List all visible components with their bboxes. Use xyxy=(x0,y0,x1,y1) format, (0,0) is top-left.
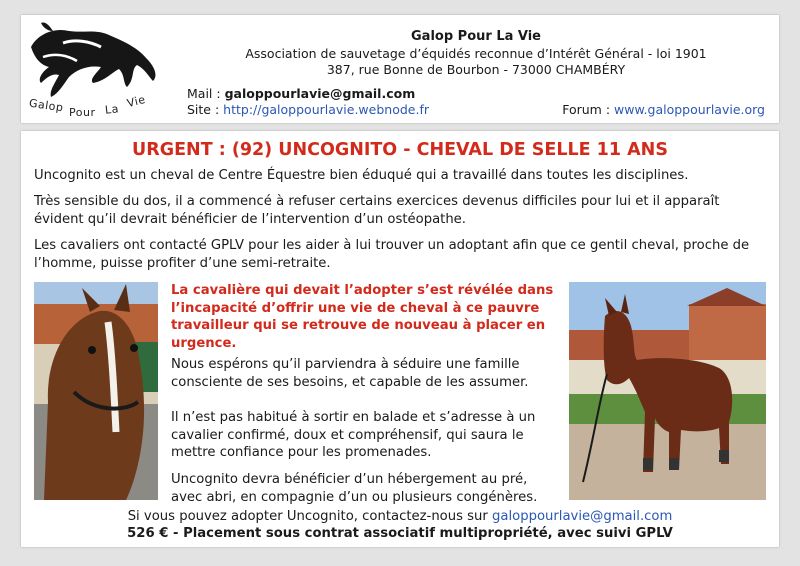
contact-line xyxy=(21,509,779,524)
site-label: Site : xyxy=(187,102,220,117)
ad-paragraph: Les cavaliers ont contacté GPLV pour les aider à lui trouver un adoptant afin que ce gentil cheval, proche de l’homme, puisse profiter d’une semi-retraite. xyxy=(34,238,750,271)
middle-paragraph: Nous espérons qu’il parviendra à séduire une famille consciente de ses besoins, et capable de les assumer. xyxy=(171,357,529,390)
ad-paragraph: Très sensible du dos, il a commencé à refuser certains exercices devenus difficiles pour lui et il apparaît évident qu’il devrait bénéficier de l’intervention d’un ostéopathe. xyxy=(34,194,720,227)
header-card xyxy=(21,15,779,123)
logo xyxy=(23,17,173,121)
forum-label: Forum : xyxy=(562,102,611,117)
middle-paragraph: Il n’est pas habitué à sortir en balade et s’adresse à un cavalier confirmé, doux et compréhensif, qui saura le mettre confiance pour les promenades. xyxy=(171,410,536,460)
ad-card xyxy=(21,131,779,547)
mail-line xyxy=(187,86,415,101)
ad-paragraph: Uncognito est un cheval de Centre Équestre bien éduqué qui a travaillé dans toutes les disciplines. xyxy=(34,168,689,183)
forum-link[interactable]: www.galoppourlavie.org xyxy=(614,102,765,117)
logo-word: La xyxy=(104,102,120,117)
forum-line xyxy=(562,102,765,117)
logo-word: Pour xyxy=(69,106,96,119)
mail-value[interactable]: galoppourlavie@gmail.com xyxy=(224,86,416,101)
contact-email[interactable]: galoppourlavie@gmail.com xyxy=(492,509,673,524)
mail-label: Mail : xyxy=(187,86,221,101)
horse-photo-right xyxy=(569,282,766,500)
org-address: 387, rue Bonne de Bourbon - 73000 CHAMBÉRY xyxy=(326,62,626,77)
site-link[interactable]: http://galoppourlavie.webnode.fr xyxy=(223,102,429,117)
horse-logo-icon xyxy=(23,17,173,101)
middle-paragraph: Uncognito devra bénéficier d’un hébergement au pré, avec abri, en compagnie d’un ou plusieurs congénères. xyxy=(171,472,538,505)
site-line xyxy=(187,102,429,117)
price-line: 526 € - Placement sous contrat associatif multipropriété, avec suivi GPLV xyxy=(127,526,673,541)
horse-photo-left xyxy=(34,282,158,500)
urgent-text: La cavalière qui devait l’adopter s’est révélée dans l’incapacité d’offrir une vie de cheval à ce pauvre travailleur qui se retrouve de nouveau à placer en urgence. xyxy=(171,283,554,351)
org-name: Galop Pour La Vie xyxy=(411,29,541,44)
logo-word: Vie xyxy=(125,92,147,111)
ad-title: URGENT : (92) UNCOGNITO - CHEVAL DE SELLE 11 ANS xyxy=(132,140,668,160)
org-description: Association de sauvetage d’équidés reconnue d’Intérêt Général - loi 1901 xyxy=(245,46,707,61)
logo-word: Galop xyxy=(28,96,65,115)
contact-text: Si vous pouvez adopter Uncognito, contactez-nous sur xyxy=(127,509,488,524)
